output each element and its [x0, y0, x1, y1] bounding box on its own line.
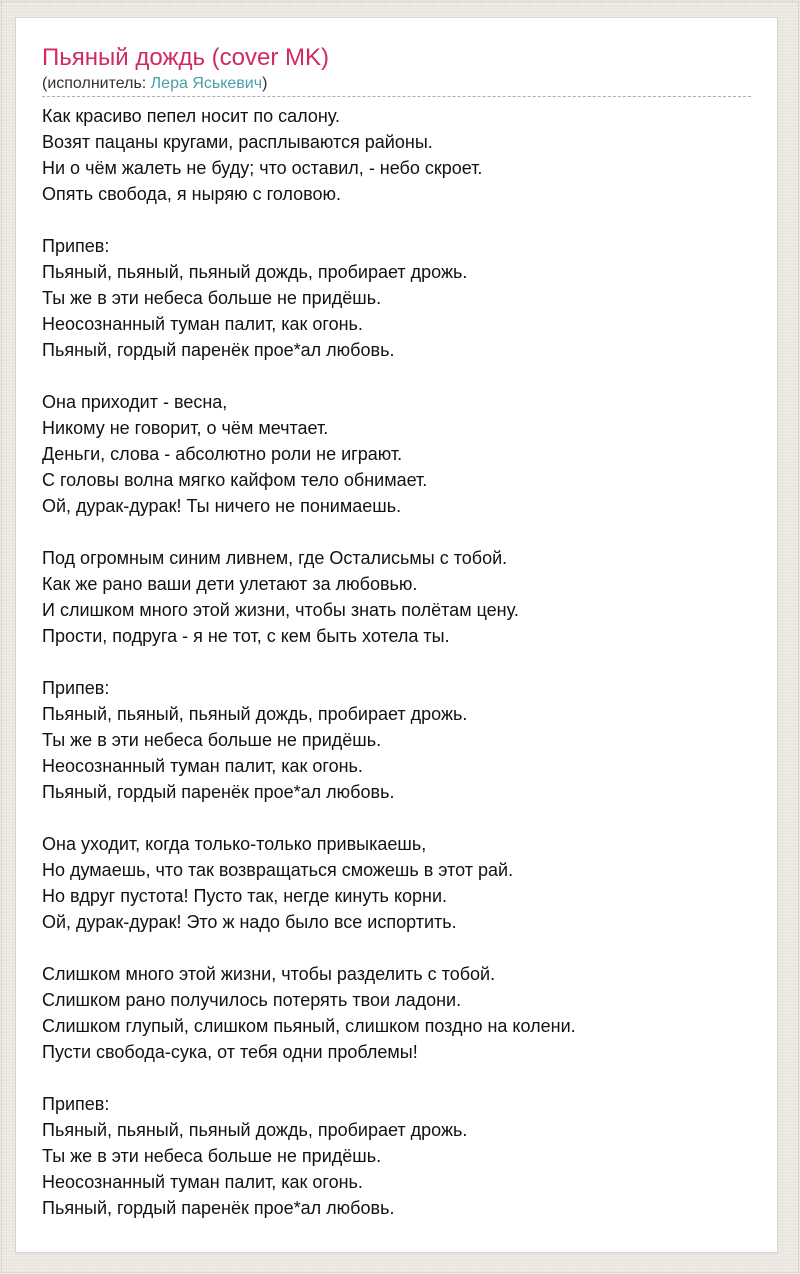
lyric-line: Деньги, слова - абсолютно роли не играют.: [42, 444, 403, 464]
stanza: [42, 1091, 751, 1221]
lyric-line: Но вдруг пустота! Пусто так, негде кинуть корни.: [42, 886, 448, 906]
stanza: [42, 389, 751, 519]
lyric-line: Неосознанный туман палит, как огонь.: [42, 1172, 363, 1192]
lyric-line: Пьяный, пьяный, пьяный дождь, пробирает дрожь.: [42, 704, 468, 724]
lyric-line: Под огромным синим ливнем, где Осталисьмы с тобой.: [42, 548, 508, 568]
lyric-line: Прости, подруга - я не тот, с кем быть хотела ты.: [42, 626, 450, 646]
lyric-line: Пьяный, гордый паренёк прое*ал любовь.: [42, 782, 395, 802]
lyric-line: Но думаешь, что так возвращаться сможешь в этот рай.: [42, 860, 514, 880]
lyric-line: Пьяный, гордый паренёк прое*ал любовь.: [42, 340, 395, 360]
stanza: [42, 233, 751, 363]
lyric-line: Припев:: [42, 1094, 110, 1114]
artist-prefix: (исполнитель:: [42, 75, 151, 92]
lyric-line: Ой, дурак-дурак! Ты ничего не понимаешь.: [42, 496, 402, 516]
artist-suffix: ): [262, 75, 268, 92]
lyric-line: Ты же в эти небеса больше не придёшь.: [42, 730, 382, 750]
stanza: [42, 675, 751, 805]
lyric-line: Неосознанный туман палит, как огонь.: [42, 756, 363, 776]
song-title: Пьяный дождь (cover MK): [42, 44, 329, 71]
lyric-line: Пьяный, гордый паренёк прое*ал любовь.: [42, 1198, 395, 1218]
lyric-line: Слишком глупый, слишком пьяный, слишком поздно на колени.: [42, 1016, 576, 1036]
lyric-line: Ни о чём жалеть не буду; что оставил, - небо скроет.: [42, 158, 483, 178]
stanza: [42, 831, 751, 935]
lyric-line: Припев:: [42, 678, 110, 698]
lyric-line: Пьяный, пьяный, пьяный дождь, пробирает дрожь.: [42, 1120, 468, 1140]
lyric-line: Пьяный, пьяный, пьяный дождь, пробирает дрожь.: [42, 262, 468, 282]
lyric-line: Она приходит - весна,: [42, 392, 228, 412]
stanza: [42, 545, 751, 649]
lyric-line: Как красиво пепел носит по салону.: [42, 106, 340, 126]
stanza: [42, 103, 751, 207]
lyric-line: Пусти свобода-сука, от тебя одни проблемы!: [42, 1042, 418, 1062]
lyric-line: Ой, дурак-дурак! Это ж надо было все испортить.: [42, 912, 457, 932]
lyric-line: Ты же в эти небеса больше не придёшь.: [42, 288, 382, 308]
lyrics-card: [15, 17, 778, 1253]
stanza: [42, 961, 751, 1065]
lyric-line: Припев:: [42, 236, 110, 256]
lyric-line: Она уходит, когда только-только привыкаешь,: [42, 834, 427, 854]
lyric-line: Никому не говорит, о чём мечтает.: [42, 418, 329, 438]
lyric-line: Опять свобода, я ныряю с головою.: [42, 184, 341, 204]
lyric-line: Как же рано ваши дети улетают за любовью.: [42, 574, 418, 594]
lyric-line: Неосознанный туман палит, как огонь.: [42, 314, 363, 334]
lyric-line: Возят пацаны кругами, расплываются районы.: [42, 132, 433, 152]
lyric-line: И слишком много этой жизни, чтобы знать полётам цену.: [42, 600, 519, 620]
artist-link[interactable]: Лера Яськевич: [150, 75, 263, 92]
artist-line: [42, 75, 751, 93]
lyric-line: С головы волна мягко кайфом тело обнимает.: [42, 470, 428, 490]
lyric-line: Ты же в эти небеса больше не придёшь.: [42, 1146, 382, 1166]
lyric-line: Слишком рано получилось потерять твои ладони.: [42, 990, 462, 1010]
header: [42, 44, 751, 97]
lyric-line: Слишком много этой жизни, чтобы разделить с тобой.: [42, 964, 496, 984]
lyrics: [42, 103, 751, 1221]
